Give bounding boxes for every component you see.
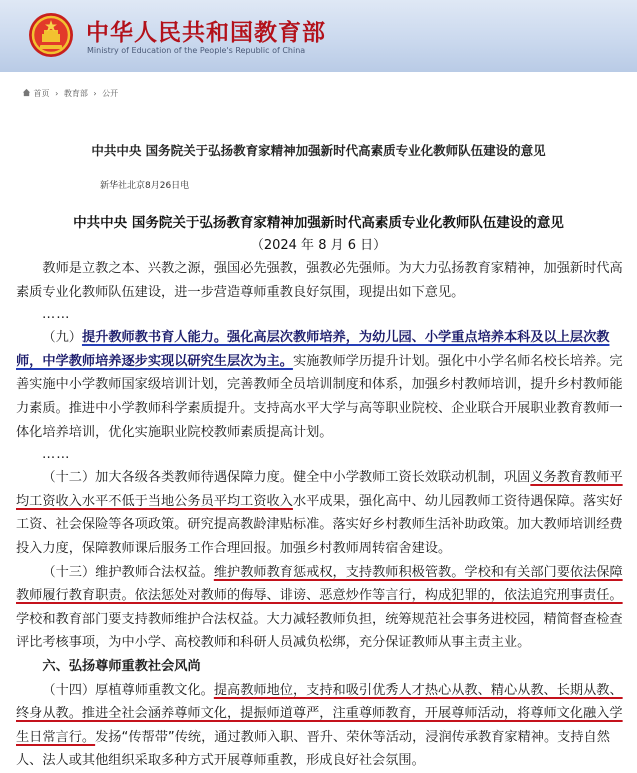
section-heading: 六、弘扬尊师重教社会风尚	[42, 658, 201, 674]
site-subtitle: Ministry of Education of the People's Republic of China	[87, 46, 306, 55]
paragraph-14	[16, 679, 624, 773]
breadcrumb-item-home[interactable]: 首页	[33, 89, 50, 98]
ellipsis: ……	[42, 447, 71, 463]
breadcrumb-separator: ›	[93, 89, 97, 98]
document-body	[16, 257, 624, 773]
site-title[interactable]: 中华人民共和国教育部	[86, 20, 326, 46]
intro-paragraph: 教师是立教之本、兴教之源，强国必先强教，强教必先强师。为大力弘扬教育家精神，加强新时代高素质专业化教师队伍建设，进一步营造尊师重教良好氛围，现提出如下意见。	[16, 261, 623, 300]
highlighted-text: 义务教育教师平均工资收入水平不低于当地公务员平均工资收入	[16, 470, 623, 509]
document-date: （2024 年 8 月 6 日）	[250, 238, 387, 253]
paragraph-number: （九）	[42, 330, 82, 346]
paragraph-9	[16, 326, 624, 444]
paragraph-text: 实施教师学历提升计划。强化中小学名师名校长培养。完善实施中小学教师国家级培训计划，完善教师全员培训制度和体系，加强乡村教师培训，提升乡村教师能力素质。推进中小学教师科学素质提升。支持高水平大学与高等职业院校、企业联合开展职业教育教师一体化培养培训，优化实施职业院校教师素质提高计划。	[16, 353, 623, 440]
paragraph-text: （十三）维护教师合法权益。	[42, 564, 214, 580]
ellipsis: ……	[42, 307, 71, 323]
highlighted-text: 提高教师地位，支持和吸引优秀人才热心从教、精心从教、长期从教、终身从教。推进全社会涵养尊师文化，提振师道尊严，注重尊师教育，开展尊师活动，将尊师文化融入学生日常言行。	[16, 682, 623, 745]
national-emblem-icon	[28, 12, 74, 58]
paragraph-text: 发扬“传帮带”传统，通过教师入职、晋升、荣休等活动，浸润传承教育家精神。支持自然人、法人或其他组织采取多种方式开展尊师重教，形成良好社会氛围。	[16, 729, 610, 769]
paragraph-13	[16, 561, 624, 655]
notice-dateline: 新华社北京8月26日电	[100, 181, 190, 191]
header-banner	[0, 0, 637, 72]
breadcrumb-separator: ›	[55, 89, 59, 98]
paragraph-text: 学校和教育部门要支持教师维护合法权益。大力减轻教师负担，统筹规范社会事务进校园，精简督查检查评比考核事项，为中小学、高校教师和科研人员减负松绑，充分保证教师从事主责主业。	[16, 611, 623, 651]
highlighted-text: 提升教师教书育人能力。强化高层次教师培养，为幼儿园、小学重点培养本科及以上层次教师，中学教师培养逐步实现以研究生层次为主。	[16, 330, 610, 369]
notice-title: 中共中央 国务院关于弘扬教育家精神加强新时代高素质专业化教师队伍建设的意见	[91, 143, 546, 158]
breadcrumb	[22, 88, 121, 99]
paragraph-text: 水平成果，强化高中、幼儿园教师工资待遇保障。落实好工资、社会保险等各项政策。研究提高教龄津贴标准。落实好乡村教师生活补助政策。加大教师培训经费投入力度，保障教师课后服务工作合理回报。加强乡村教师周转宿舍建设。	[16, 493, 623, 556]
paragraph-12	[16, 466, 624, 560]
paragraph-text: （十四）厚植尊师重教文化。	[42, 682, 214, 698]
breadcrumb-item-public[interactable]: 公开	[102, 89, 119, 98]
breadcrumb-item-ministry[interactable]: 教育部	[63, 89, 88, 98]
document-title: 中共中央 国务院关于弘扬教育家精神加强新时代高素质专业化教师队伍建设的意见	[73, 215, 564, 231]
paragraph-text: （十二）加大各级各类教师待遇保障力度。健全中小学教师工资长效联动机制，巩固	[42, 470, 531, 486]
home-icon	[22, 88, 31, 97]
highlighted-text: 维护教师教育惩戒权，支持教师积极管教。学校和有关部门要依法保障教师履行教育职责。依法惩处对教师的侮辱、诽谤、恶意炒作等言行，构成犯罪的，依法追究刑事责任。	[16, 564, 623, 604]
